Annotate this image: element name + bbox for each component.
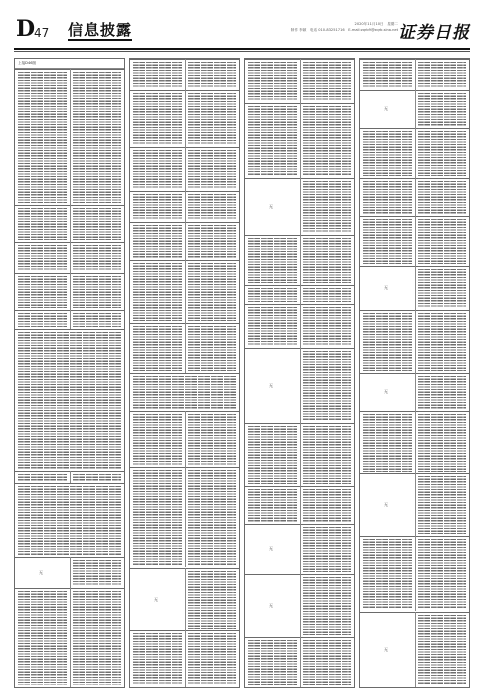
column-divider <box>185 147 186 191</box>
table-row <box>15 483 124 557</box>
table-row <box>15 588 124 687</box>
masthead <box>14 16 470 46</box>
text-block <box>303 489 352 522</box>
text-block <box>248 62 297 101</box>
text-block <box>188 150 237 189</box>
table-row <box>360 411 469 474</box>
column-divider <box>300 285 301 304</box>
text-block <box>133 225 182 258</box>
column-divider <box>70 205 71 242</box>
text-block <box>18 72 67 203</box>
column-divider <box>70 588 71 687</box>
table-row <box>360 373 469 411</box>
page-number: 47 <box>34 26 50 40</box>
text-block <box>418 615 467 685</box>
cell-label: 无 <box>383 501 388 507</box>
text-block <box>18 332 121 469</box>
text-block <box>188 62 237 88</box>
newspaper-logo: 证券日报 <box>398 23 470 43</box>
column-divider <box>300 524 301 574</box>
table-row <box>360 216 469 266</box>
text-block <box>248 640 297 685</box>
text-block <box>303 351 352 421</box>
table-row <box>360 178 469 216</box>
text-block <box>188 633 237 685</box>
text-block <box>73 208 122 240</box>
cell-label: 无 <box>268 382 273 388</box>
table-row <box>245 637 354 687</box>
table-row <box>130 411 239 468</box>
table-row <box>15 205 124 242</box>
text-block <box>133 62 182 88</box>
table-row <box>15 273 124 310</box>
text-block <box>303 288 352 302</box>
table-row <box>130 373 239 411</box>
text-block <box>133 376 236 409</box>
text-block <box>73 72 122 203</box>
text-block <box>18 276 67 308</box>
table-row <box>130 467 239 567</box>
table-row <box>130 191 239 222</box>
publication-info <box>238 22 398 33</box>
table-row <box>130 59 239 90</box>
table-row <box>130 630 239 687</box>
text-block <box>73 591 122 685</box>
column-divider <box>185 260 186 323</box>
column-divider <box>415 473 416 536</box>
row-divider <box>15 329 124 330</box>
column-divider <box>185 568 186 631</box>
text-block <box>363 62 412 88</box>
row-divider <box>130 373 239 374</box>
text-block <box>133 470 182 565</box>
column-divider <box>300 235 301 285</box>
text-block <box>303 181 352 233</box>
column-divider <box>415 310 416 373</box>
text-block <box>418 313 467 371</box>
text-block <box>418 539 467 609</box>
publication-date: 2020年11月10日 星期二 <box>354 22 398 26</box>
page-code: D <box>16 16 36 42</box>
text-block <box>418 181 467 214</box>
table-row <box>15 310 124 329</box>
column-divider <box>70 471 71 483</box>
column-divider <box>185 90 186 147</box>
table-row <box>245 574 354 637</box>
text-block <box>18 245 67 271</box>
table-row <box>15 471 124 483</box>
cell-label: 无 <box>268 546 273 551</box>
text-block <box>418 414 467 472</box>
table-row <box>360 473 469 536</box>
cell-label: 无 <box>383 389 388 394</box>
row-divider <box>15 483 124 484</box>
cell-label: 无 <box>383 285 388 290</box>
text-block <box>303 238 352 283</box>
text-block <box>303 307 352 346</box>
column-divider <box>185 467 186 567</box>
text-block <box>363 414 412 472</box>
cell-label: 无 <box>153 596 158 602</box>
column-divider <box>70 69 71 205</box>
text-block <box>133 263 182 321</box>
column-4 <box>359 58 470 688</box>
text-block <box>303 577 352 635</box>
column-divider <box>70 242 71 273</box>
column-divider <box>185 411 186 468</box>
text-block <box>18 208 67 240</box>
section-title: 信息披露 <box>68 21 133 39</box>
cell-label: 无 <box>38 569 43 575</box>
table-row <box>245 348 354 423</box>
column-divider <box>300 423 301 486</box>
table-row <box>245 524 354 574</box>
text-block <box>248 288 297 302</box>
table-row <box>360 59 469 90</box>
table-row <box>130 222 239 260</box>
text-block <box>188 470 237 565</box>
cell-label: 无 <box>383 646 388 652</box>
column-divider <box>185 222 186 260</box>
column-divider <box>415 266 416 310</box>
column-divider <box>415 59 416 90</box>
column-divider <box>185 323 186 373</box>
column-1 <box>14 58 125 688</box>
table-row <box>245 235 354 285</box>
column-divider <box>415 90 416 128</box>
text-block <box>18 591 67 685</box>
table-row <box>360 90 469 128</box>
text-block <box>363 219 412 264</box>
column-divider <box>300 486 301 524</box>
cell-label: 无 <box>268 602 273 608</box>
column-divider <box>415 411 416 474</box>
cell-label: 无 <box>268 203 273 209</box>
text-block <box>188 194 237 220</box>
column-divider <box>415 373 416 411</box>
cell-label: 无 <box>383 106 388 111</box>
column-divider <box>70 310 71 329</box>
text-block <box>418 62 467 88</box>
header-rule <box>14 48 470 50</box>
text-block <box>188 326 237 371</box>
table-row <box>245 486 354 524</box>
text-block <box>248 489 297 522</box>
text-block <box>73 245 122 271</box>
column-divider <box>300 348 301 423</box>
column-1-body <box>15 69 124 687</box>
text-block <box>303 62 352 101</box>
text-block <box>303 527 352 572</box>
column-divider <box>70 273 71 310</box>
text-block <box>73 313 122 327</box>
text-block <box>363 313 412 371</box>
column-divider <box>70 557 71 588</box>
text-block <box>363 539 412 609</box>
column-1-head: 上接D46版 <box>15 59 124 69</box>
table-row <box>245 423 354 486</box>
column-divider <box>300 59 301 103</box>
table-row <box>15 242 124 273</box>
text-block <box>303 640 352 685</box>
text-block <box>418 131 467 176</box>
column-divider <box>415 612 416 687</box>
column-divider <box>185 630 186 687</box>
text-block <box>18 474 67 481</box>
column-2 <box>129 58 240 688</box>
table-row <box>15 329 124 471</box>
table-row <box>360 536 469 611</box>
column-divider <box>300 178 301 235</box>
text-block <box>248 307 297 346</box>
text-block <box>188 571 237 629</box>
text-block <box>188 93 237 145</box>
table-row <box>15 557 124 588</box>
table-row <box>245 304 354 348</box>
column-divider <box>300 574 301 637</box>
column-divider <box>415 178 416 216</box>
column-divider <box>415 536 416 611</box>
column-divider <box>300 304 301 348</box>
table-row <box>245 178 354 235</box>
text-block <box>363 131 412 176</box>
table-row <box>360 128 469 178</box>
text-block <box>133 150 182 189</box>
column-divider <box>415 216 416 266</box>
text-block <box>188 225 237 258</box>
table-row <box>15 69 124 205</box>
column-divider <box>300 637 301 687</box>
column-2-body <box>130 59 239 687</box>
text-block <box>188 263 237 321</box>
text-block <box>303 426 352 484</box>
text-block <box>18 486 121 555</box>
text-block <box>133 633 182 685</box>
table-row <box>130 260 239 323</box>
text-block <box>418 476 467 534</box>
header-rule-thin <box>14 51 470 52</box>
text-block <box>133 414 182 466</box>
column-divider <box>185 191 186 222</box>
editor-contact: 制作 李颖 电话 010-83251716 E-mail:zqrb9@zqrb.sina.net <box>290 27 398 32</box>
text-block <box>73 560 122 586</box>
disclosure-columns <box>14 58 470 688</box>
text-block <box>133 194 182 220</box>
column-divider <box>415 128 416 178</box>
table-row <box>130 90 239 147</box>
column-divider <box>185 59 186 90</box>
text-block <box>133 93 182 145</box>
text-block <box>188 414 237 466</box>
text-block <box>303 106 352 176</box>
text-block <box>73 276 122 308</box>
table-row <box>130 568 239 631</box>
table-row <box>245 285 354 304</box>
column-4-body <box>360 59 469 687</box>
text-block <box>18 313 67 327</box>
table-row <box>360 310 469 373</box>
column-divider <box>300 103 301 178</box>
table-row <box>245 59 354 103</box>
text-block <box>418 269 467 308</box>
text-block <box>418 219 467 264</box>
table-row <box>360 266 469 310</box>
table-row <box>360 612 469 687</box>
text-block <box>363 181 412 214</box>
text-block <box>73 474 122 481</box>
column-3-body <box>245 59 354 687</box>
table-row <box>130 147 239 191</box>
text-block <box>133 326 182 371</box>
text-block <box>248 238 297 283</box>
text-block <box>418 376 467 409</box>
text-block <box>248 106 297 176</box>
column-3 <box>244 58 355 688</box>
text-block <box>418 93 467 126</box>
table-row <box>130 323 239 373</box>
table-row <box>245 103 354 178</box>
text-block <box>248 426 297 484</box>
